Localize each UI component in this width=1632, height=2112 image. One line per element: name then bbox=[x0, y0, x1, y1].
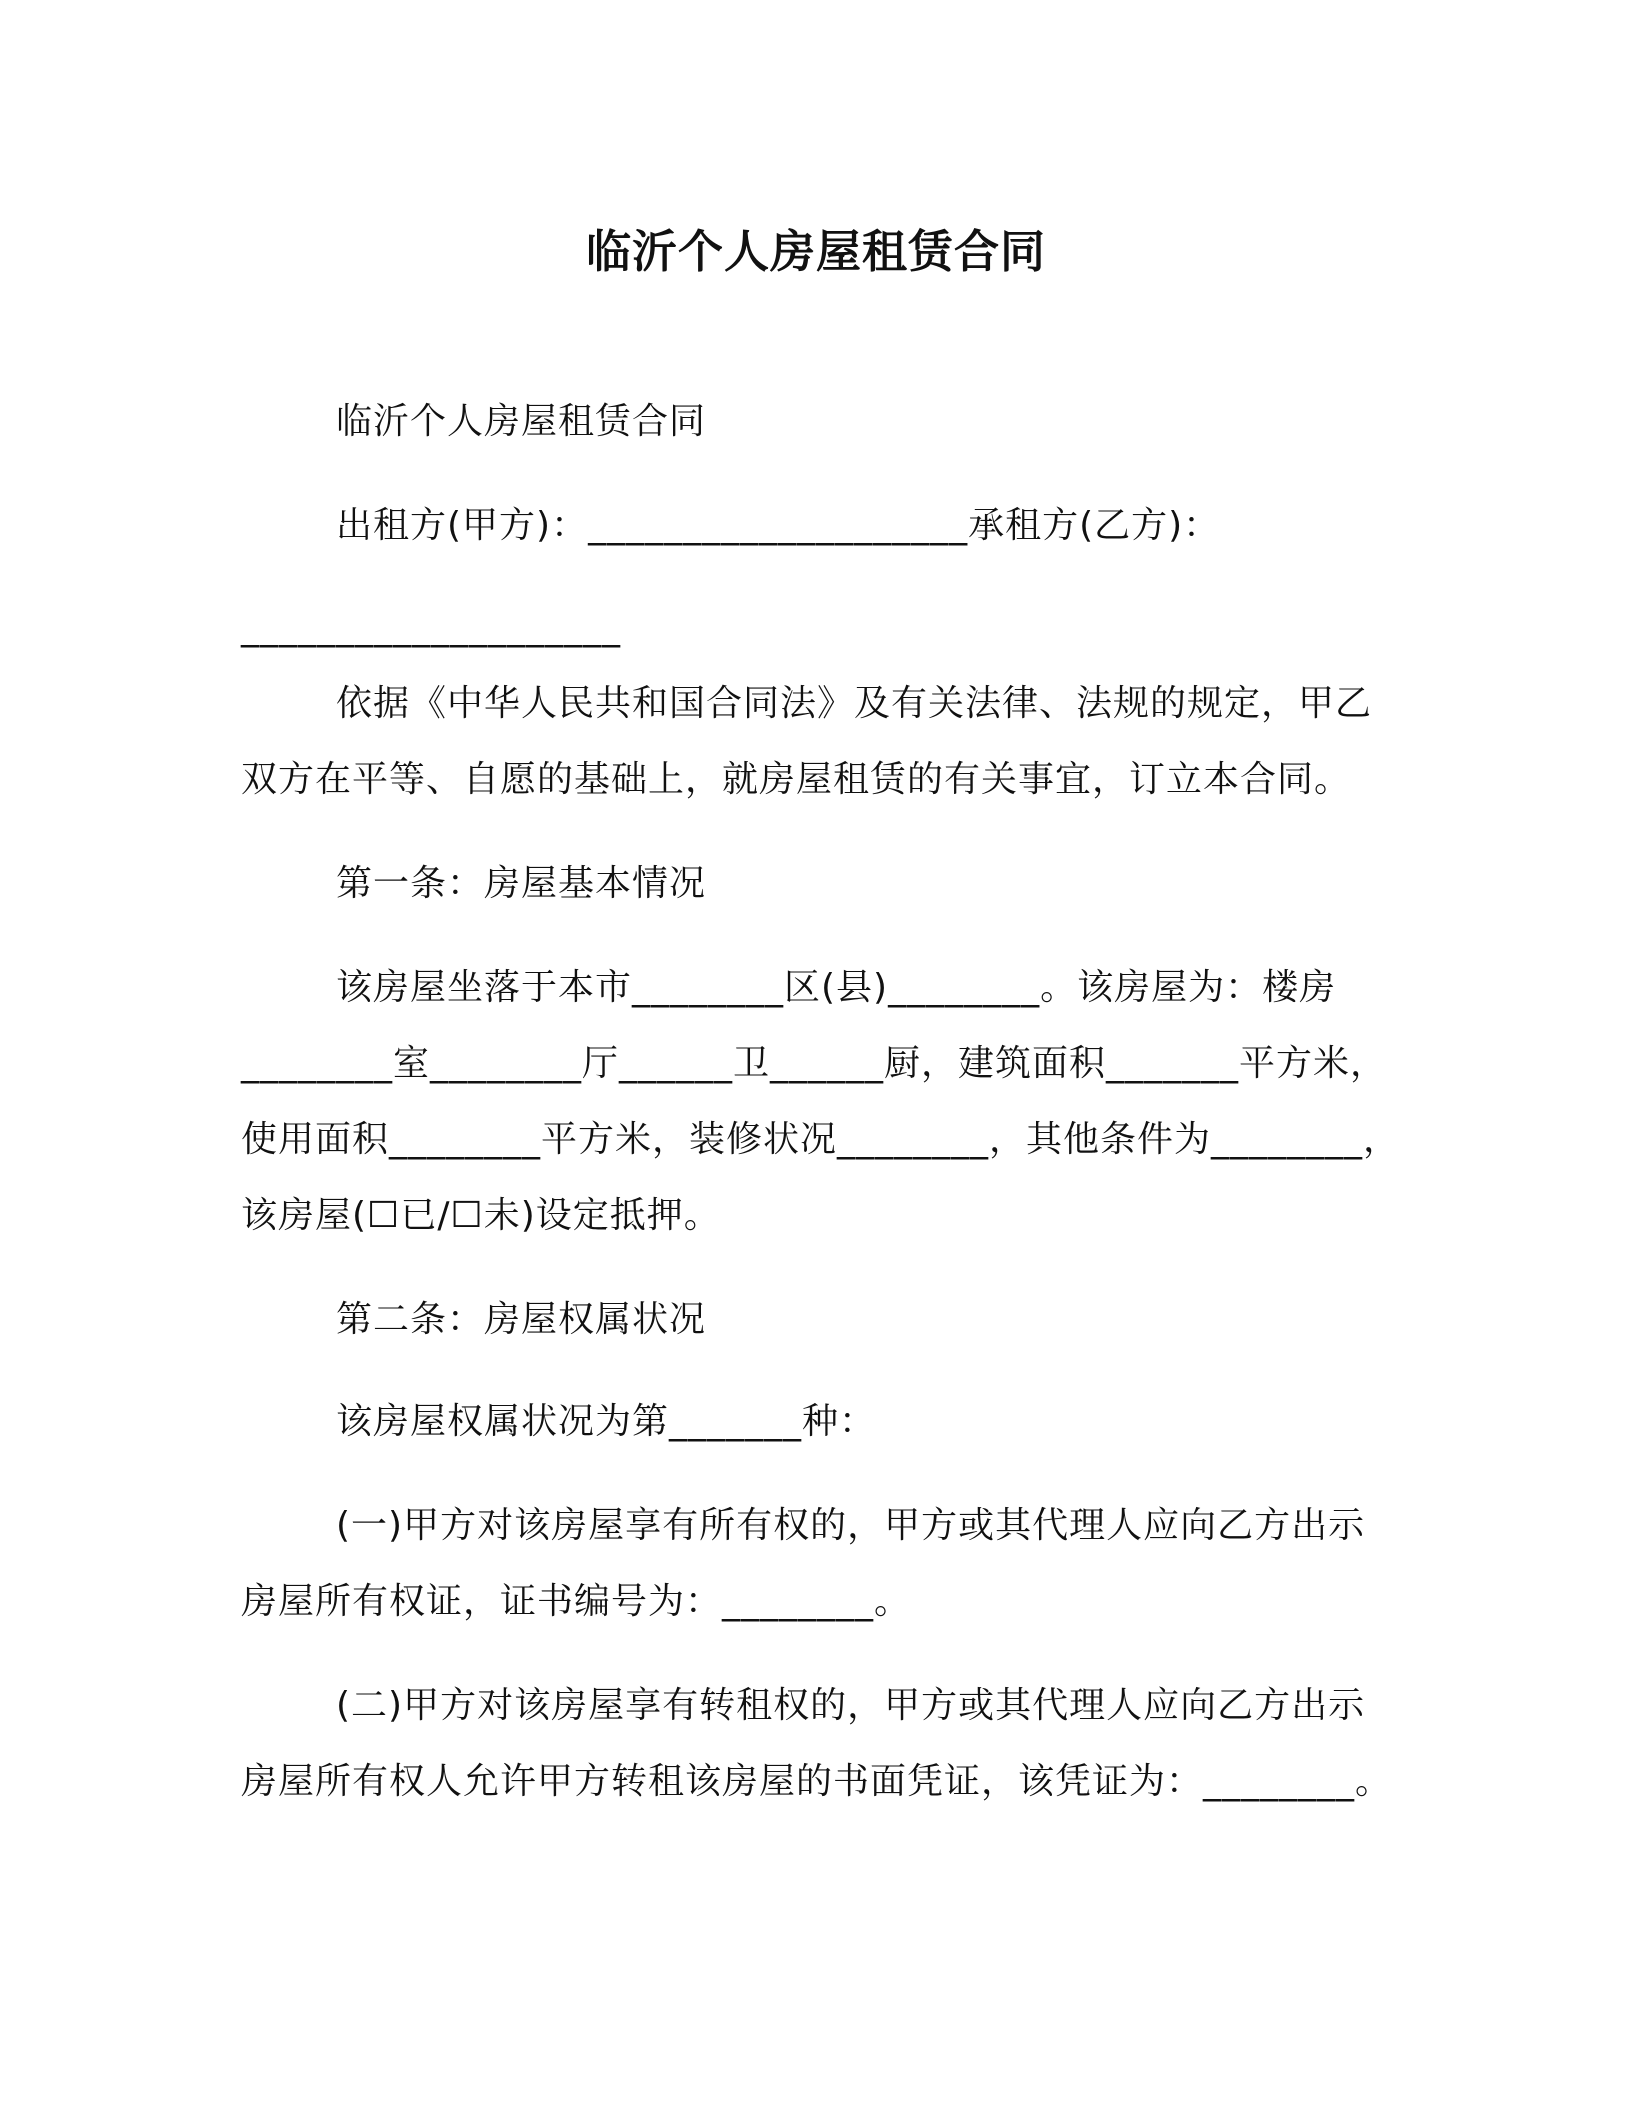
article-one-heading: 第一条：房屋基本情况 bbox=[336, 863, 707, 904]
article-one-text: 该房屋坐落于本市________区(县)________。该房屋为：楼房 bbox=[336, 967, 1337, 1008]
parties-line: 出租方(甲方)：____________________承租方(乙方)： bbox=[336, 505, 1221, 546]
article-one-text-cont: ________室________厅______卫______厨，建筑面积_______平方米， bbox=[241, 1043, 1388, 1084]
preamble-line-cont: 双方在平等、自愿的基础上，就房屋租赁的有关事宜，订立本合同。 bbox=[241, 759, 1352, 800]
article-two-heading: 第二条：房屋权属状况 bbox=[336, 1299, 707, 1340]
clause-two-text: (二)甲方对该房屋享有转租权的，甲方或其代理人应向乙方出示 bbox=[336, 1685, 1366, 1726]
article-two-text: 该房屋权属状况为第_______种： bbox=[336, 1401, 877, 1442]
clause-one-text-cont: 房屋所有权证，证书编号为：________。 bbox=[241, 1581, 912, 1622]
subtitle-line: 临沂个人房屋租赁合同 bbox=[336, 401, 707, 442]
article-one-text-cont: 使用面积________平方米，装修状况________，其他条件为________， bbox=[241, 1119, 1401, 1160]
document-title: 临沂个人房屋租赁合同 bbox=[585, 225, 1046, 278]
clause-two-text-cont: 房屋所有权人允许甲方转租该房屋的书面凭证，该凭证为：________。 bbox=[241, 1761, 1393, 1802]
article-one-text-cont: 该房屋(☐已/☐未)设定抵押。 bbox=[241, 1195, 721, 1236]
parties-line-cont: ____________________ bbox=[241, 607, 621, 648]
clause-one-text: (一)甲方对该房屋享有所有权的，甲方或其代理人应向乙方出示 bbox=[336, 1505, 1366, 1546]
preamble-line: 依据《中华人民共和国合同法》及有关法律、法规的规定，甲乙 bbox=[336, 683, 1373, 724]
